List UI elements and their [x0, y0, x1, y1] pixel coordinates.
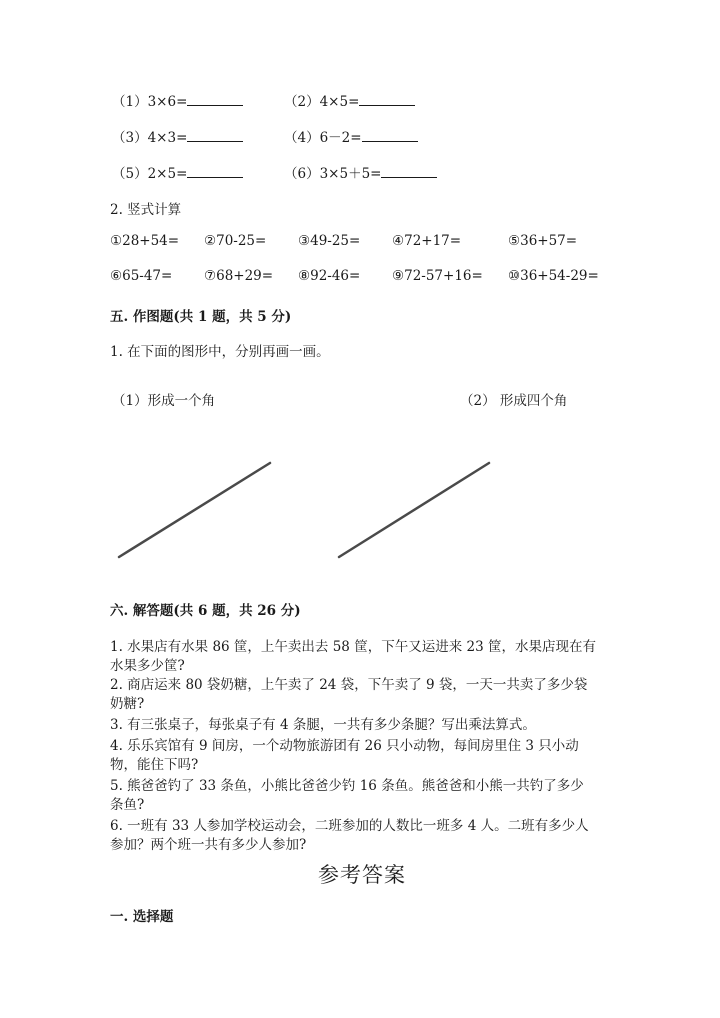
answers-title: 参考答案 [318, 863, 406, 887]
problem-line: 物，能住下吗? [110, 757, 199, 773]
vertical-calc-item: ⑥65-47= [110, 268, 173, 284]
vertical-calc-item: ②70-25= [204, 233, 267, 249]
vertical-calc-item: ⑧92-46= [298, 268, 361, 284]
oral-calc-label: （5）2×5= [112, 166, 188, 182]
problem-line: 水果多少筐? [110, 658, 185, 674]
vertical-calc-item: ⑩36+54-29= [508, 268, 599, 284]
problem-line: 参加？两个班一共有多少人参加? [110, 837, 307, 853]
answers-section1: 一. 选择题 [110, 909, 174, 925]
ray-line-left [119, 463, 270, 557]
problem-line: 2. 商店运来 80 袋奶糖，上午卖了 24 袋，下午卖了 9 袋，一天一共卖了多少袋 [110, 677, 588, 693]
vertical-calc-heading: 2. 竖式计算 [110, 202, 182, 218]
problem-line: 6. 一班有 33 人参加学校运动会，二班参加的人数比一班多 4 人。二班有多少人 [110, 818, 589, 834]
problem-line: 3. 有三张桌子，每张桌子有 4 条腿，一共有多少条腿？写出乘法算式。 [110, 717, 536, 733]
vertical-calc-item: ③49-25= [298, 233, 361, 249]
section5-right-label: （2） 形成四个角 [460, 393, 568, 409]
problem-line: 1. 水果店有水果 86 筐，上午卖出去 58 筐，下午又运进来 23 筐，水果店现在有 [110, 639, 596, 655]
oral-calc-label: （3）4×3= [112, 130, 188, 146]
vertical-calc-item: ①28+54= [110, 233, 180, 249]
oral-calc-label: （6）3×5＋5= [284, 166, 382, 182]
section6-heading: 六. 解答题(共 6 题，共 26 分) [110, 603, 301, 619]
vertical-calc-item: ⑨72-57+16= [392, 268, 483, 284]
oral-calc-label: （1）3×6= [112, 94, 188, 110]
section5-left-label: （1）形成一个角 [112, 393, 216, 409]
oral-calc-label: （4）6－2= [284, 130, 362, 146]
problem-line: 5. 熊爸爸钓了 33 条鱼，小熊比爸爸少钓 16 条鱼。熊爸爸和小熊一共钓了多少 [110, 778, 584, 794]
oral-calc-label: （2）4×5= [284, 94, 360, 110]
problem-line: 条鱼? [110, 797, 145, 813]
section5-heading: 五. 作图题(共 1 题，共 5 分) [110, 309, 292, 325]
ray-line-right [339, 463, 489, 557]
vertical-calc-item: ⑦68+29= [204, 268, 274, 284]
problem-line: 奶糖? [110, 696, 145, 712]
vertical-calc-item: ④72+17= [392, 233, 462, 249]
problem-line: 4. 乐乐宾馆有 9 间房，一个动物旅游团有 26 只小动物，每间房里住 3 只小动 [110, 738, 579, 754]
section5-question: 1. 在下面的图形中，分别再画一画。 [110, 344, 330, 360]
vertical-calc-item: ⑤36+57= [508, 233, 578, 249]
